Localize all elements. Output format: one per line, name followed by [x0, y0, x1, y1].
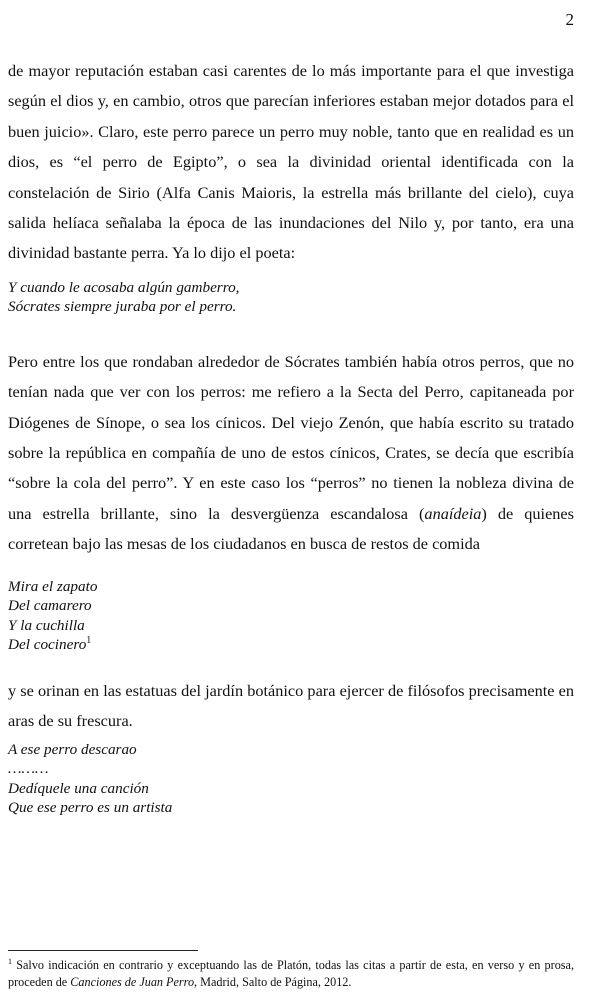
- paragraph-2: [8, 347, 574, 560]
- verse-3-line-1: A ese perro descarao: [8, 740, 137, 758]
- greek-term: anaídeia: [424, 503, 482, 523]
- verse-1-line-1: Y cuando le acosaba algún gamberro,: [8, 278, 240, 296]
- page-number: 2: [565, 10, 574, 29]
- verse-3-line-4: Que ese perro es un artista: [8, 799, 173, 816]
- paragraph-2-text-b: ) de quienes corretean bajo las mesas de los ciudadanos en busca de restos de comida: [8, 503, 574, 554]
- verse-2-line-3: Y la cuchilla: [8, 616, 85, 634]
- footnote-book-title: Canciones de Juan Perro: [70, 975, 195, 989]
- verse-3-line-3: Dedíquele una canción: [8, 779, 149, 797]
- paragraph-2-text-a: Pero entre los que rondaban alrededor de Sócrates también había otros perros, que no tenían nada que ver con los perros: me refiero a la Secta del Perro, capitaneada por Diógenes de Sínope, o sea los cínicos. Del viejo Zenón, que había escrito su tratado sobre la república en compañía de uno de estos cínicos, Crates, se decía que escribía “sobre la cola del perro”. Y en este caso los “perros” no tienen la nobleza divina de una estrella brillante, sino la desvergüenza escandalosa (: [8, 351, 574, 523]
- footnote-text-a: Salvo indicación en contrario y exceptuando las de Platón, todas las citas a partir de esta, en verso y en prosa, proceden de: [8, 958, 574, 989]
- footnote-text-b: , Madrid, Salto de Página, 2012.: [194, 975, 352, 989]
- verse-2: [8, 577, 574, 655]
- page-body: [8, 56, 574, 818]
- paragraph-1: de mayor reputación estaban casi carentes de lo más importante para el que investiga según el dios y, en cambio, otros que parecían inferiores estaban mejor dotados para el buen juicio». Claro, este perro parece un perro muy noble, tanto que en realidad es un dios, es “el perro de Egipto”, o sea la divinidad oriental identificada con la constelación de Sirio (Alfa Canis Maioris, la estrella más brillante del cielo), cuya salida helíaca señalaba la época de las inundaciones del Nilo y, por tanto, era una divinidad bastante perra. Ya lo dijo el poeta:: [8, 61, 574, 263]
- footnote-divider: [8, 950, 198, 951]
- verse-2-line-4: [8, 635, 574, 655]
- footnote: [8, 957, 574, 991]
- verse-2-line-1: Mira el zapato: [8, 577, 98, 595]
- footnote-reference[interactable]: 1: [86, 635, 92, 647]
- verse-2-line-4-text: Del cocinero: [8, 636, 87, 654]
- verse-1: [8, 278, 574, 317]
- footnote-number: 1: [8, 956, 12, 966]
- verse-1-line-2: Sócrates siempre juraba por el perro.: [8, 298, 237, 316]
- verse-2-line-2: Del camarero: [8, 597, 92, 615]
- verse-3: [8, 740, 574, 818]
- paragraph-3: y se orinan en las estatuas del jardín botánico para ejercer de filósofos precisamente en aras de su frescura.: [8, 680, 574, 731]
- verse-3-line-2: ………: [8, 760, 49, 777]
